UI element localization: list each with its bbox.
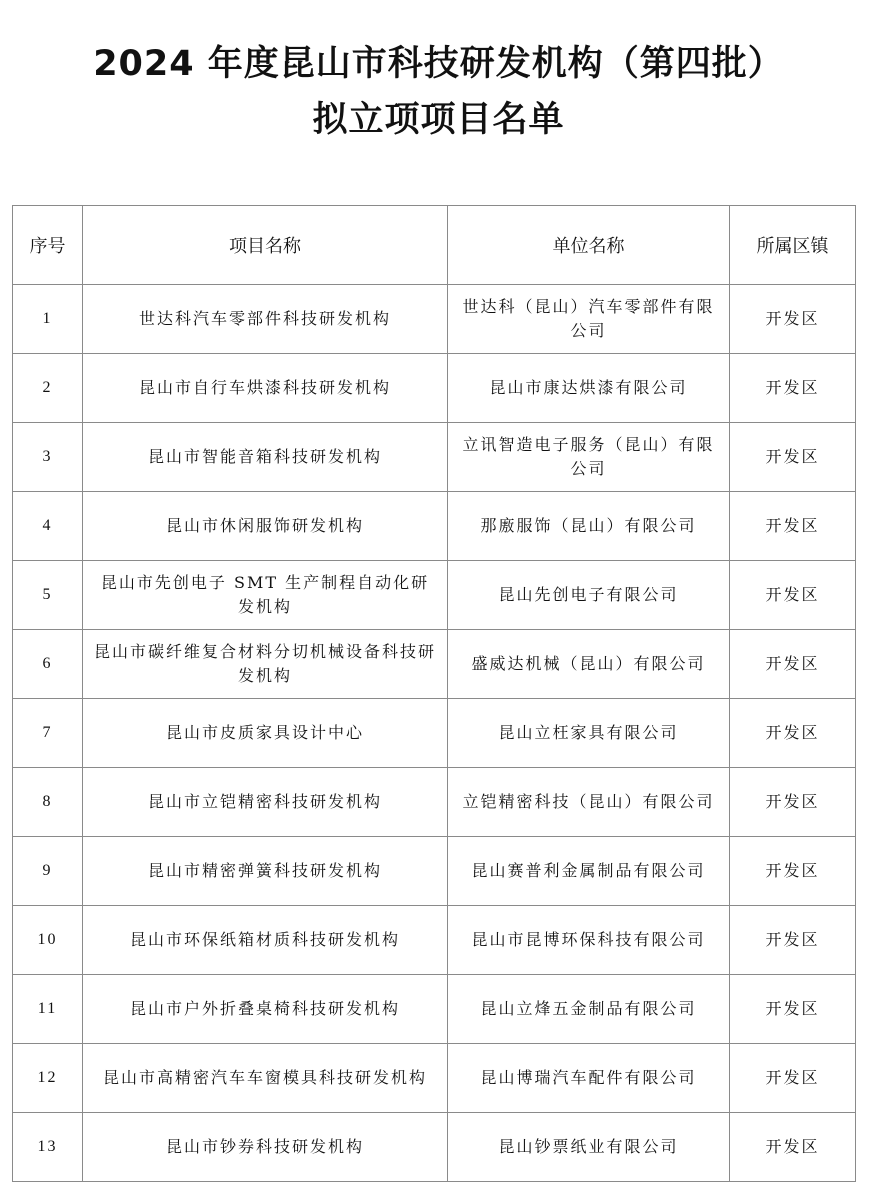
project-list-table <box>12 205 856 1182</box>
row-project-name: 昆山市高精密汽车车窗模具科技研发机构 <box>83 1044 448 1113</box>
table-row <box>13 423 856 492</box>
row-project-name: 昆山市皮质家具设计中心 <box>83 699 448 768</box>
row-unit-name: 昆山市昆博环保科技有限公司 <box>448 906 730 975</box>
row-project-name: 世达科汽车零部件科技研发机构 <box>83 285 448 354</box>
row-district: 开发区 <box>730 354 856 423</box>
row-serial-number: 9 <box>13 837 83 906</box>
table-row <box>13 837 856 906</box>
row-unit-name: 昆山赛普利金属制品有限公司 <box>448 837 730 906</box>
table-row <box>13 975 856 1044</box>
row-unit-name: 世达科（昆山）汽车零部件有限公司 <box>448 285 730 354</box>
row-district: 开发区 <box>730 492 856 561</box>
row-unit-name: 立铠精密科技（昆山）有限公司 <box>448 768 730 837</box>
row-district: 开发区 <box>730 837 856 906</box>
table-row <box>13 492 856 561</box>
row-serial-number: 6 <box>13 630 83 699</box>
row-serial-number: 8 <box>13 768 83 837</box>
table-row <box>13 561 856 630</box>
row-serial-number: 12 <box>13 1044 83 1113</box>
row-project-name: 昆山市自行车烘漆科技研发机构 <box>83 354 448 423</box>
row-district: 开发区 <box>730 768 856 837</box>
table-row <box>13 1113 856 1182</box>
row-project-name: 昆山市精密弹簧科技研发机构 <box>83 837 448 906</box>
row-unit-name: 立讯智造电子服务（昆山）有限公司 <box>448 423 730 492</box>
row-unit-name: 昆山市康达烘漆有限公司 <box>448 354 730 423</box>
document-title <box>0 36 877 148</box>
row-serial-number: 1 <box>13 285 83 354</box>
row-project-name: 昆山市休闲服饰研发机构 <box>83 492 448 561</box>
title-line-2: 拟立项项目名单 <box>312 100 565 140</box>
header-unit-name: 单位名称 <box>448 206 730 285</box>
header-district: 所属区镇 <box>730 206 856 285</box>
row-project-name: 昆山市环保纸箱材质科技研发机构 <box>83 906 448 975</box>
row-serial-number: 7 <box>13 699 83 768</box>
row-project-name: 昆山市钞券科技研发机构 <box>83 1113 448 1182</box>
row-district: 开发区 <box>730 630 856 699</box>
title-line-1: 2024 年度昆山市科技研发机构（第四批） <box>93 44 784 84</box>
row-unit-name: 昆山立枉家具有限公司 <box>448 699 730 768</box>
row-unit-name: 昆山博瑞汽车配件有限公司 <box>448 1044 730 1113</box>
row-unit-name: 那廒服饰（昆山）有限公司 <box>448 492 730 561</box>
row-serial-number: 11 <box>13 975 83 1044</box>
row-project-name: 昆山市户外折叠桌椅科技研发机构 <box>83 975 448 1044</box>
row-district: 开发区 <box>730 423 856 492</box>
row-project-name: 昆山市智能音箱科技研发机构 <box>83 423 448 492</box>
row-serial-number: 13 <box>13 1113 83 1182</box>
table-row <box>13 699 856 768</box>
row-district: 开发区 <box>730 699 856 768</box>
row-district: 开发区 <box>730 285 856 354</box>
table-row <box>13 630 856 699</box>
table-row <box>13 768 856 837</box>
table-row <box>13 1044 856 1113</box>
row-serial-number: 5 <box>13 561 83 630</box>
row-unit-name: 昆山立烽五金制品有限公司 <box>448 975 730 1044</box>
row-serial-number: 3 <box>13 423 83 492</box>
row-unit-name: 昆山钞票纸业有限公司 <box>448 1113 730 1182</box>
row-project-name: 昆山市立铠精密科技研发机构 <box>83 768 448 837</box>
table-row <box>13 285 856 354</box>
header-serial-number: 序号 <box>13 206 83 285</box>
row-serial-number: 2 <box>13 354 83 423</box>
row-unit-name: 盛威达机械（昆山）有限公司 <box>448 630 730 699</box>
row-district: 开发区 <box>730 1113 856 1182</box>
row-district: 开发区 <box>730 561 856 630</box>
row-project-name: 昆山市先创电子 SMT 生产制程自动化研发机构 <box>83 561 448 630</box>
header-project-name: 项目名称 <box>83 206 448 285</box>
table-header-row <box>13 206 856 285</box>
row-serial-number: 10 <box>13 906 83 975</box>
row-district: 开发区 <box>730 1044 856 1113</box>
row-district: 开发区 <box>730 975 856 1044</box>
row-district: 开发区 <box>730 906 856 975</box>
row-serial-number: 4 <box>13 492 83 561</box>
table-row <box>13 906 856 975</box>
row-project-name: 昆山市碳纤维复合材料分切机械设备科技研发机构 <box>83 630 448 699</box>
row-unit-name: 昆山先创电子有限公司 <box>448 561 730 630</box>
table-row <box>13 354 856 423</box>
